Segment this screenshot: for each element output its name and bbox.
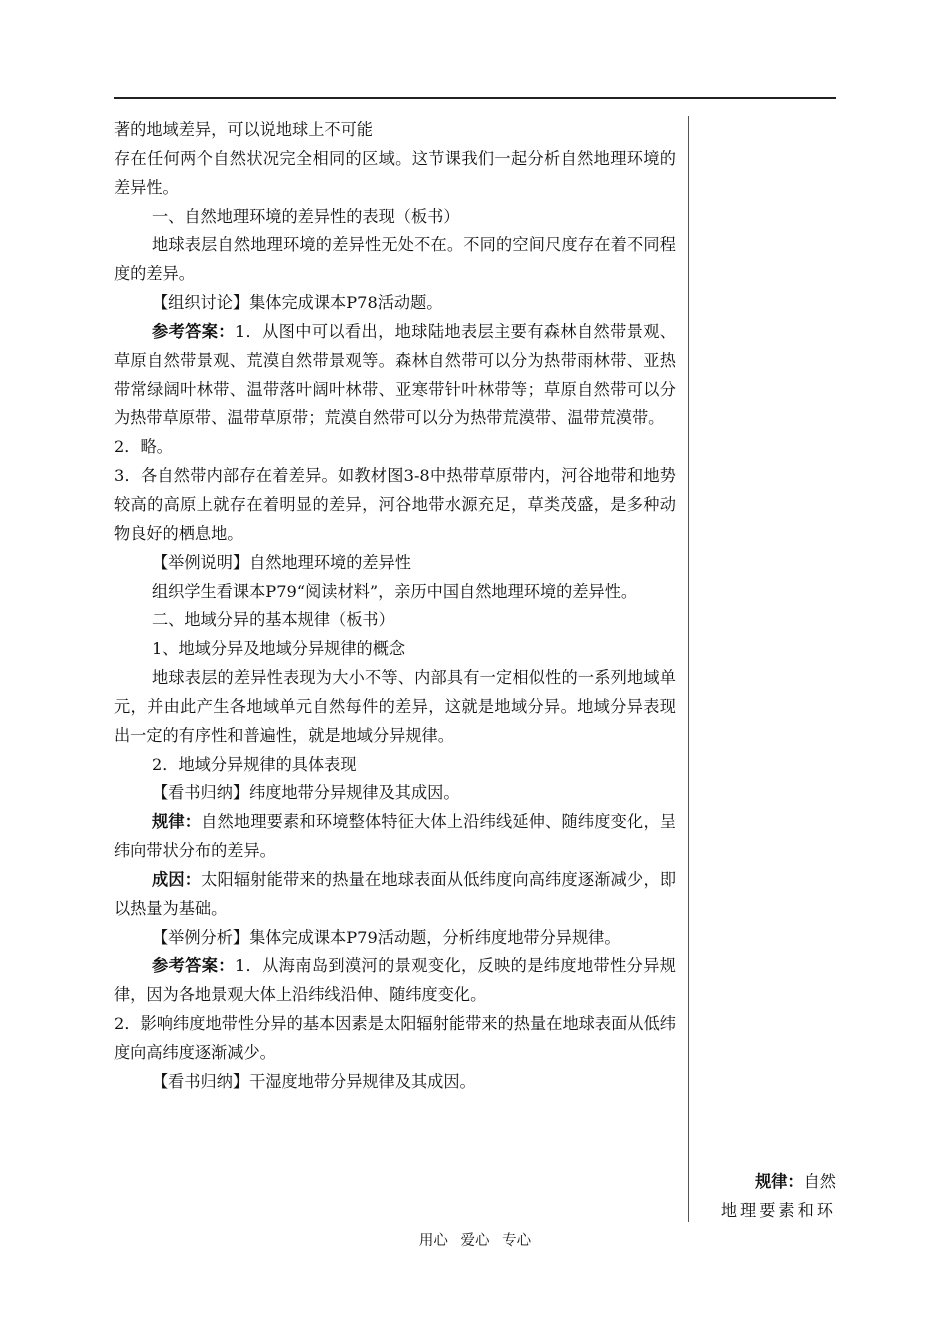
cause-label: 成因：	[152, 869, 202, 889]
answer-item-3-text: 3．各自然带内部存在着差异。如教材图3-8中热带草原带内，河谷地带和地势较高的高原上就存在着明显的差异，河谷地带水源充足，草类茂盛，是多种动物良好的栖息地。	[114, 466, 676, 543]
reference-answer-1-label: 参考答案：	[152, 321, 235, 341]
paragraph-4-text: 地球表层自然地理环境的差异性无处不在。不同的空间尺度存在着不同程度的差异。	[114, 235, 676, 284]
rule-paragraph	[114, 808, 676, 866]
lesson-main-column	[114, 116, 676, 1097]
example-heading-text: 【举例说明】自然地理环境的差异性	[152, 552, 411, 572]
example-analysis-text: 【举例分析】集体完成课本P79活动题，分析纬度地带分异规律。	[152, 927, 621, 947]
cause-paragraph	[114, 866, 676, 924]
reference-answer-2-text: 1．从海南岛到漠河的景观变化，反映的是纬度地带性分异规律，因为各地景观大体上沿纬线沿伸、随纬度变化。	[114, 956, 676, 1005]
subheading-1-text: 1、地域分异及地域分异规律的概念	[152, 639, 406, 659]
subheading-2-text: 2．地域分异规律的具体表现	[152, 754, 357, 774]
paragraph-13-text: 地球表层的差异性表现为大小不等、内部具有一定相似性的一系列地域单元，并由此产生各地域单元自然每件的差异，这就是地域分异。地域分异表现出一定的有序性和普遍性，就是地域分异规律。	[114, 668, 676, 745]
page-footer	[0, 1231, 950, 1251]
reference-answer-2	[114, 952, 676, 1010]
paragraph-4	[114, 231, 676, 289]
reading-summary-2	[114, 1068, 676, 1097]
paragraph-1	[114, 116, 676, 145]
discussion-prompt-text: 【组织讨论】集体完成课本P78活动题。	[152, 293, 443, 313]
reference-answer-2-label: 参考答案：	[152, 956, 235, 976]
side-note-label: 规律：	[755, 1172, 804, 1191]
paragraph-2	[114, 145, 676, 203]
reading-summary-1	[114, 779, 676, 808]
answer-2-item-2	[114, 1010, 676, 1068]
subheading-1	[114, 635, 676, 664]
answer-item-2	[114, 433, 676, 462]
rule-text: 自然地理要素和环境整体特征大体上沿纬线延伸、随纬度变化，呈纬向带状分布的差异。	[114, 812, 677, 861]
section-heading-2	[114, 606, 676, 635]
column-divider	[688, 116, 689, 1222]
paragraph-2-text: 存在任何两个自然状况完全相同的区域。这节课我们一起分析自然地理环境的差异性。	[114, 148, 676, 197]
header-rule	[114, 97, 836, 99]
discussion-prompt	[114, 289, 676, 318]
side-notes-column	[700, 1168, 836, 1226]
example-heading	[114, 549, 676, 578]
side-note-line-1	[700, 1168, 836, 1197]
section-heading-2-text: 二、地域分异的基本规律（板书）	[152, 610, 395, 630]
section-heading-1	[114, 203, 676, 232]
paragraph-1-text: 著的地域差异，可以说地球上不可能	[114, 120, 373, 139]
reference-answer-1-text: 1．从图中可以看出，地球陆地表层主要有森林自然带景观、草原自然带景观、荒漠自然带景观等。森林自然带可以分为热带雨林带、亚热带常绿阔叶林带、温带落叶阔叶林带、亚寒带针叶林带等；草原自然带可以分为热带草原带、温带草原带；荒漠自然带可以分为热带荒漠带、温带荒漠带。	[114, 321, 676, 428]
section-heading-1-text: 一、自然地理环境的差异性的表现（板书）	[152, 206, 460, 226]
answer-item-3	[114, 462, 676, 549]
cause-text: 太阳辐射能带来的热量在地球表面从低纬度向高纬度逐渐减少，即以热量为基础。	[114, 869, 677, 918]
side-note-line-1-text: 自然	[803, 1172, 836, 1191]
paragraph-10-text: 组织学生看课本P79“阅读材料”，亲历中国自然地理环境的差异性。	[152, 581, 638, 601]
reference-answer-1	[114, 318, 676, 433]
subheading-2	[114, 751, 676, 780]
rule-label: 规律：	[152, 812, 202, 832]
side-note-line-2-text: 地理要素和环	[720, 1200, 836, 1220]
footer-text: 用心 爱心 专心	[418, 1233, 532, 1249]
reading-summary-1-text: 【看书归纳】纬度地带分异规律及其成因。	[152, 783, 460, 803]
paragraph-10	[114, 578, 676, 607]
answer-item-2-text: 2．略。	[114, 437, 173, 457]
paragraph-13	[114, 664, 676, 751]
example-analysis	[114, 924, 676, 953]
answer-2-item-2-text: 2．影响纬度地带性分异的基本因素是太阳辐射能带来的热量在地球表面从低纬度向高纬度逐渐减少。	[114, 1014, 676, 1062]
reading-summary-2-text: 【看书归纳】干湿度地带分异规律及其成因。	[152, 1071, 476, 1091]
side-note-line-2	[700, 1197, 836, 1226]
